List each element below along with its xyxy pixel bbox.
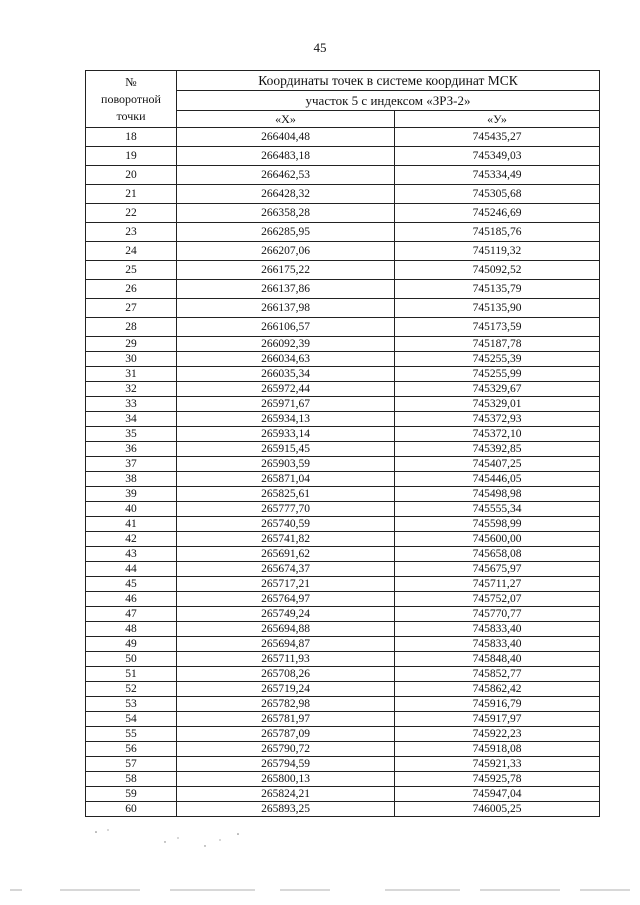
x-coordinate-cell: 265794,59 bbox=[177, 757, 395, 772]
point-number-cell: 28 bbox=[86, 318, 177, 337]
x-coordinate-cell: 266462,53 bbox=[177, 166, 395, 185]
point-number-cell: 52 bbox=[86, 682, 177, 697]
y-coordinate-cell: 745446,05 bbox=[395, 472, 600, 487]
point-number-header bbox=[86, 71, 177, 128]
y-coordinate-cell: 745173,59 bbox=[395, 318, 600, 337]
y-coordinate-cell: 746005,25 bbox=[395, 802, 600, 817]
x-coordinate-cell: 265694,87 bbox=[177, 637, 395, 652]
point-number-cell: 46 bbox=[86, 592, 177, 607]
x-coordinate-cell: 265934,13 bbox=[177, 412, 395, 427]
point-number-cell: 50 bbox=[86, 652, 177, 667]
point-number-cell: 55 bbox=[86, 727, 177, 742]
point-number-cell: 36 bbox=[86, 442, 177, 457]
x-coordinate-cell: 265711,93 bbox=[177, 652, 395, 667]
table-row bbox=[86, 712, 600, 727]
y-coordinate-cell: 745135,90 bbox=[395, 299, 600, 318]
y-coordinate-cell: 745658,08 bbox=[395, 547, 600, 562]
x-coordinate-cell: 266404,48 bbox=[177, 128, 395, 147]
y-coordinate-cell: 745185,76 bbox=[395, 223, 600, 242]
point-number-cell: 18 bbox=[86, 128, 177, 147]
table-row bbox=[86, 299, 600, 318]
y-coordinate-cell: 745187,78 bbox=[395, 337, 600, 352]
x-coordinate-cell: 265933,14 bbox=[177, 427, 395, 442]
y-coordinate-cell: 745862,42 bbox=[395, 682, 600, 697]
point-number-cell: 60 bbox=[86, 802, 177, 817]
scan-specks bbox=[0, 820, 640, 905]
y-coordinate-cell: 745918,08 bbox=[395, 742, 600, 757]
y-column-header: «У» bbox=[395, 111, 600, 128]
table-row bbox=[86, 204, 600, 223]
table-row bbox=[86, 397, 600, 412]
point-number-cell: 59 bbox=[86, 787, 177, 802]
y-coordinate-cell: 745598,99 bbox=[395, 517, 600, 532]
x-coordinate-cell: 265893,25 bbox=[177, 802, 395, 817]
y-coordinate-cell: 745852,77 bbox=[395, 667, 600, 682]
point-number-cell: 23 bbox=[86, 223, 177, 242]
point-number-cell: 42 bbox=[86, 532, 177, 547]
y-coordinate-cell: 745135,79 bbox=[395, 280, 600, 299]
table-row bbox=[86, 280, 600, 299]
table-row bbox=[86, 223, 600, 242]
table-row bbox=[86, 652, 600, 667]
point-number-header-line-2: поворотной bbox=[101, 91, 161, 106]
table-row bbox=[86, 502, 600, 517]
y-coordinate-cell: 745921,33 bbox=[395, 757, 600, 772]
point-number-cell: 22 bbox=[86, 204, 177, 223]
y-coordinate-cell: 745349,03 bbox=[395, 147, 600, 166]
point-number-cell: 44 bbox=[86, 562, 177, 577]
point-number-cell: 29 bbox=[86, 337, 177, 352]
plot-subtitle: участок 5 с индексом «ЗРЗ-2» bbox=[177, 91, 600, 111]
coordinates-table bbox=[85, 70, 600, 817]
point-number-cell: 39 bbox=[86, 487, 177, 502]
table-row bbox=[86, 318, 600, 337]
table-row bbox=[86, 367, 600, 382]
x-coordinate-cell: 265782,98 bbox=[177, 697, 395, 712]
point-number-cell: 45 bbox=[86, 577, 177, 592]
table-row bbox=[86, 592, 600, 607]
y-coordinate-cell: 745752,07 bbox=[395, 592, 600, 607]
y-coordinate-cell: 745372,10 bbox=[395, 427, 600, 442]
x-coordinate-cell: 266034,63 bbox=[177, 352, 395, 367]
x-coordinate-cell: 265825,61 bbox=[177, 487, 395, 502]
y-coordinate-cell: 745246,69 bbox=[395, 204, 600, 223]
x-coordinate-cell: 266137,86 bbox=[177, 280, 395, 299]
table-row bbox=[86, 577, 600, 592]
table-row bbox=[86, 637, 600, 652]
x-coordinate-cell: 265971,67 bbox=[177, 397, 395, 412]
table-row bbox=[86, 757, 600, 772]
y-coordinate-cell: 745498,98 bbox=[395, 487, 600, 502]
y-coordinate-cell: 745392,85 bbox=[395, 442, 600, 457]
x-coordinate-cell: 265749,24 bbox=[177, 607, 395, 622]
y-coordinate-cell: 745305,68 bbox=[395, 185, 600, 204]
y-coordinate-cell: 745848,40 bbox=[395, 652, 600, 667]
point-number-cell: 19 bbox=[86, 147, 177, 166]
x-coordinate-cell: 265871,04 bbox=[177, 472, 395, 487]
x-coordinate-cell: 265764,97 bbox=[177, 592, 395, 607]
y-coordinate-cell: 745711,27 bbox=[395, 577, 600, 592]
y-coordinate-cell: 745675,97 bbox=[395, 562, 600, 577]
point-number-cell: 34 bbox=[86, 412, 177, 427]
x-coordinate-cell: 266175,22 bbox=[177, 261, 395, 280]
y-coordinate-cell: 745092,52 bbox=[395, 261, 600, 280]
x-coordinate-cell: 265740,59 bbox=[177, 517, 395, 532]
y-coordinate-cell: 745925,78 bbox=[395, 772, 600, 787]
x-coordinate-cell: 265915,45 bbox=[177, 442, 395, 457]
table-row bbox=[86, 787, 600, 802]
y-coordinate-cell: 745255,39 bbox=[395, 352, 600, 367]
y-coordinate-cell: 745329,01 bbox=[395, 397, 600, 412]
y-coordinate-cell: 745435,27 bbox=[395, 128, 600, 147]
table-header bbox=[86, 71, 600, 128]
point-number-cell: 41 bbox=[86, 517, 177, 532]
x-coordinate-cell: 265719,24 bbox=[177, 682, 395, 697]
x-coordinate-cell: 265717,21 bbox=[177, 577, 395, 592]
y-coordinate-cell: 745334,49 bbox=[395, 166, 600, 185]
point-number-cell: 43 bbox=[86, 547, 177, 562]
x-coordinate-cell: 265777,70 bbox=[177, 502, 395, 517]
table-row bbox=[86, 562, 600, 577]
x-coordinate-cell: 266106,57 bbox=[177, 318, 395, 337]
table-row bbox=[86, 128, 600, 147]
table-row bbox=[86, 337, 600, 352]
y-coordinate-cell: 745917,97 bbox=[395, 712, 600, 727]
point-number-header-line-1: № bbox=[125, 74, 137, 89]
point-number-cell: 25 bbox=[86, 261, 177, 280]
table-row bbox=[86, 487, 600, 502]
y-coordinate-cell: 745372,93 bbox=[395, 412, 600, 427]
table-row bbox=[86, 622, 600, 637]
x-coordinate-cell: 266483,18 bbox=[177, 147, 395, 166]
page-number: 45 bbox=[313, 40, 327, 55]
x-coordinate-cell: 266358,28 bbox=[177, 204, 395, 223]
table-row bbox=[86, 472, 600, 487]
point-number-cell: 40 bbox=[86, 502, 177, 517]
table-row bbox=[86, 242, 600, 261]
table-row bbox=[86, 147, 600, 166]
x-coordinate-cell: 265903,59 bbox=[177, 457, 395, 472]
y-coordinate-cell: 745922,23 bbox=[395, 727, 600, 742]
point-number-cell: 56 bbox=[86, 742, 177, 757]
table-row bbox=[86, 742, 600, 757]
y-coordinate-cell: 745329,67 bbox=[395, 382, 600, 397]
x-coordinate-cell: 266092,39 bbox=[177, 337, 395, 352]
point-number-cell: 38 bbox=[86, 472, 177, 487]
point-number-cell: 20 bbox=[86, 166, 177, 185]
y-coordinate-cell: 745407,25 bbox=[395, 457, 600, 472]
x-coordinate-cell: 266428,32 bbox=[177, 185, 395, 204]
point-number-cell: 32 bbox=[86, 382, 177, 397]
point-number-header-line-3: точки bbox=[116, 108, 146, 123]
point-number-cell: 49 bbox=[86, 637, 177, 652]
x-coordinate-cell: 265972,44 bbox=[177, 382, 395, 397]
x-coordinate-cell: 266207,06 bbox=[177, 242, 395, 261]
y-coordinate-cell: 745119,32 bbox=[395, 242, 600, 261]
y-coordinate-cell: 745833,40 bbox=[395, 637, 600, 652]
coordinate-system-title: Координаты точек в системе координат МСК bbox=[177, 71, 600, 91]
x-coordinate-cell: 265708,26 bbox=[177, 667, 395, 682]
x-coordinate-cell: 265787,09 bbox=[177, 727, 395, 742]
point-number-cell: 33 bbox=[86, 397, 177, 412]
table-row bbox=[86, 185, 600, 204]
x-coordinate-cell: 265674,37 bbox=[177, 562, 395, 577]
table-row bbox=[86, 442, 600, 457]
x-coordinate-cell: 266035,34 bbox=[177, 367, 395, 382]
x-coordinate-cell: 265694,88 bbox=[177, 622, 395, 637]
table-row bbox=[86, 667, 600, 682]
point-number-cell: 57 bbox=[86, 757, 177, 772]
point-number-cell: 27 bbox=[86, 299, 177, 318]
y-coordinate-cell: 745916,79 bbox=[395, 697, 600, 712]
table-row bbox=[86, 457, 600, 472]
y-coordinate-cell: 745947,04 bbox=[395, 787, 600, 802]
x-coordinate-cell: 265781,97 bbox=[177, 712, 395, 727]
table-row bbox=[86, 772, 600, 787]
table-body bbox=[86, 128, 600, 817]
point-number-cell: 21 bbox=[86, 185, 177, 204]
point-number-cell: 31 bbox=[86, 367, 177, 382]
y-coordinate-cell: 745770,77 bbox=[395, 607, 600, 622]
table-row bbox=[86, 532, 600, 547]
point-number-cell: 37 bbox=[86, 457, 177, 472]
table-row bbox=[86, 261, 600, 280]
table-row bbox=[86, 802, 600, 817]
point-number-cell: 30 bbox=[86, 352, 177, 367]
point-number-cell: 58 bbox=[86, 772, 177, 787]
x-coordinate-cell: 266137,98 bbox=[177, 299, 395, 318]
x-coordinate-cell: 265691,62 bbox=[177, 547, 395, 562]
y-coordinate-cell: 745255,99 bbox=[395, 367, 600, 382]
table-row bbox=[86, 427, 600, 442]
x-coordinate-cell: 266285,95 bbox=[177, 223, 395, 242]
table-row bbox=[86, 547, 600, 562]
x-coordinate-cell: 265824,21 bbox=[177, 787, 395, 802]
x-coordinate-cell: 265790,72 bbox=[177, 742, 395, 757]
x-column-header: «X» bbox=[177, 111, 395, 128]
table-row bbox=[86, 382, 600, 397]
x-coordinate-cell: 265800,13 bbox=[177, 772, 395, 787]
point-number-cell: 24 bbox=[86, 242, 177, 261]
point-number-cell: 48 bbox=[86, 622, 177, 637]
point-number-cell: 26 bbox=[86, 280, 177, 299]
table-row bbox=[86, 682, 600, 697]
table-row bbox=[86, 517, 600, 532]
x-coordinate-cell: 265741,82 bbox=[177, 532, 395, 547]
table-row bbox=[86, 412, 600, 427]
y-coordinate-cell: 745833,40 bbox=[395, 622, 600, 637]
table-row bbox=[86, 697, 600, 712]
point-number-cell: 53 bbox=[86, 697, 177, 712]
table-row bbox=[86, 352, 600, 367]
table-row bbox=[86, 607, 600, 622]
point-number-cell: 47 bbox=[86, 607, 177, 622]
table-row bbox=[86, 166, 600, 185]
point-number-cell: 35 bbox=[86, 427, 177, 442]
point-number-cell: 51 bbox=[86, 667, 177, 682]
point-number-cell: 54 bbox=[86, 712, 177, 727]
table-row bbox=[86, 727, 600, 742]
y-coordinate-cell: 745600,00 bbox=[395, 532, 600, 547]
y-coordinate-cell: 745555,34 bbox=[395, 502, 600, 517]
